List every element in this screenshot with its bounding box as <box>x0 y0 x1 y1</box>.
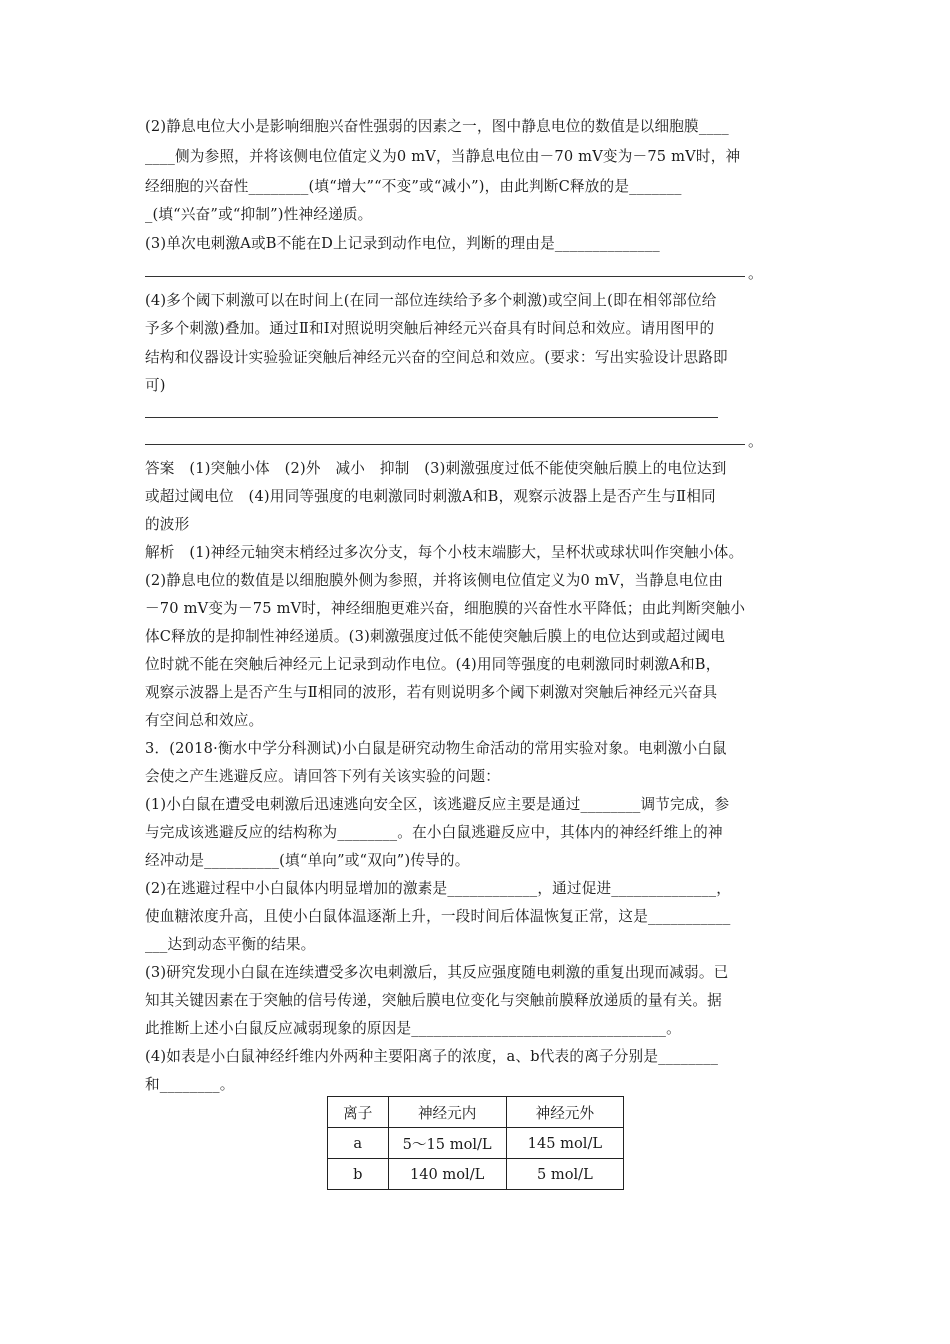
q3-line-8: ___达到动态平衡的结果。 <box>145 936 316 953</box>
q2-part2-line-4: _(填“兴奋”或“抑制”)性神经递质。 <box>145 206 373 223</box>
q3-line-4: 与完成该逃避反应的结构称为________。在小白鼠逃避反应中，其体内的神经纤维上的神 <box>145 824 723 841</box>
answer-line-2: 或超过阈电位 (4)用同等强度的电刺激同时刺激A和B，观察示波器上是否产生与Ⅱ相同 <box>145 488 716 505</box>
period-mark: 。 <box>748 432 764 450</box>
table-cell: 140 mol/L <box>388 1159 506 1190</box>
table-cell: 5～15 mol/L <box>388 1128 506 1159</box>
q3-line-9: (3)研究发现小白鼠在连续遭受多次电刺激后，其反应强度随电刺激的重复出现而减弱。已 <box>145 964 729 981</box>
table-cell: a <box>328 1128 389 1159</box>
table-row <box>328 1128 624 1159</box>
q3-line-10: 知其关键因素在于突触的信号传递，突触后膜电位变化与突触前膜释放递质的量有关。据 <box>145 992 722 1009</box>
answer-blank-line <box>145 444 745 445</box>
answer-line-3: 的波形 <box>145 516 190 533</box>
answer-blank-line <box>145 417 718 418</box>
q3-line-1: 3．(2018·衡水中学分科测试)小白鼠是研究动物生命活动的常用实验对象。电刺激小白鼠 <box>145 740 727 757</box>
analysis-line-6: 观察示波器上是否产生与Ⅱ相同的波形，若有则说明多个阈下刺激对突触后神经元兴奋具 <box>145 684 718 701</box>
period-mark: 。 <box>748 264 764 282</box>
table-header-row <box>328 1097 624 1128</box>
table-header-cell: 神经元内 <box>388 1097 506 1128</box>
table-cell: 5 mol/L <box>506 1159 623 1190</box>
q2-part2-line-1: (2)静息电位大小是影响细胞兴奋性强弱的因素之一，图中静息电位的数值是以细胞膜____ <box>145 118 729 135</box>
table-header-cell: 神经元外 <box>506 1097 623 1128</box>
q2-part2-line-2: ____侧为参照，并将该侧电位值定义为0 mV，当静息电位由－70 mV变为－75 mV时，神 <box>145 148 741 165</box>
q3-line-3: (1)小白鼠在遭受电刺激后迅速逃向安全区，该逃避反应主要是通过________调节完成，参 <box>145 796 730 813</box>
analysis-line-4: 体C释放的是抑制性神经递质。(3)刺激强度过低不能使突触后膜上的电位达到或超过阈电 <box>145 628 726 645</box>
answer-line-1: 答案 (1)突触小体 (2)外 减小 抑制 (3)刺激强度过低不能使突触后膜上的电位达到 <box>145 460 727 477</box>
analysis-line-7: 有空间总和效应。 <box>145 712 264 729</box>
q3-line-13: 和________。 <box>145 1076 235 1093</box>
answer-blank-line <box>145 276 745 277</box>
table-cell: b <box>328 1159 389 1190</box>
q3-line-2: 会使之产生逃避反应。请回答下列有关该实验的问题： <box>145 768 501 785</box>
q2-part2-line-3: 经细胞的兴奋性________(填“增大”“不变”或“减小”)，由此判断C释放的是_______ <box>145 178 682 195</box>
q3-line-5: 经冲动是__________(填“单向”或“双向”)传导的。 <box>145 852 470 869</box>
q3-line-6: (2)在逃避过程中小白鼠体内明显增加的激素是____________，通过促进______________， <box>145 880 732 897</box>
q2-part4-line-2: 予多个刺激)叠加。通过Ⅱ和Ⅰ对照说明突触后神经元兴奋具有时间总和效应。请用图甲的 <box>145 320 715 337</box>
ion-concentration-table <box>327 1096 624 1190</box>
table-row <box>328 1159 624 1190</box>
q2-part4-line-4: 可) <box>145 377 166 394</box>
analysis-line-5: 位时就不能在突触后神经元上记录到动作电位。(4)用同等强度的电刺激同时刺激A和B， <box>145 656 721 673</box>
table-header-cell: 离子 <box>328 1097 389 1128</box>
q2-part3-line: (3)单次电刺激A或B不能在D上记录到动作电位，判断的理由是______________ <box>145 235 660 252</box>
analysis-line-2: (2)静息电位的数值是以细胞膜外侧为参照，并将该侧电位值定义为0 mV，当静息电位由 <box>145 572 724 589</box>
analysis-line-3: －70 mV变为－75 mV时，神经细胞更难兴奋，细胞膜的兴奋性水平降低；由此判断突触小 <box>145 600 746 617</box>
q3-line-12: (4)如表是小白鼠神经纤维内外两种主要阳离子的浓度，a、b代表的离子分别是________ <box>145 1048 719 1065</box>
q2-part4-line-1: (4)多个阈下刺激可以在时间上(在同一部位连续给予多个刺激)或空间上(即在相邻部位给 <box>145 292 717 309</box>
analysis-line-1: 解析 (1)神经元轴突末梢经过多次分支，每个小枝末端膨大，呈杯状或球状叫作突触小体。 <box>145 544 744 561</box>
q3-line-11: 此推断上述小白鼠反应减弱现象的原因是__________________________________。 <box>145 1020 681 1037</box>
table-cell: 145 mol/L <box>506 1128 623 1159</box>
q2-part4-line-3: 结构和仪器设计实验验证突触后神经元兴奋的空间总和效应。(要求：写出实验设计思路即 <box>145 349 728 366</box>
q3-line-7: 使血糖浓度升高，且使小白鼠体温逐渐上升，一段时间后体温恢复正常，这是___________ <box>145 908 731 925</box>
